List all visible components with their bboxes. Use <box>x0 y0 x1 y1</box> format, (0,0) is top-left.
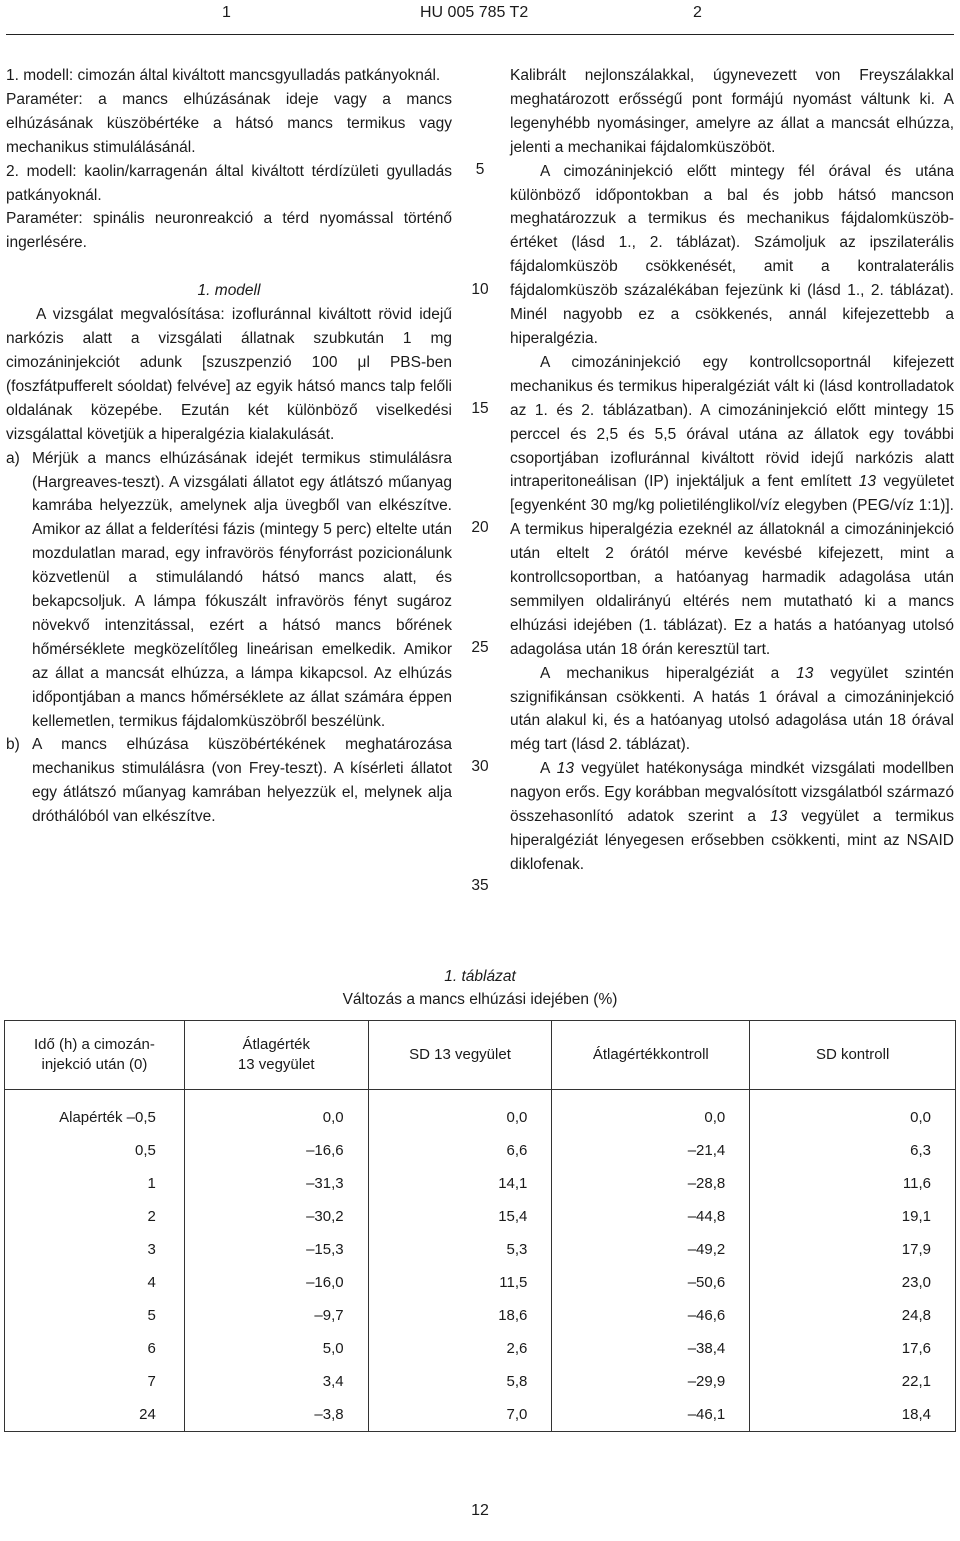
page-number: 12 <box>471 1502 489 1519</box>
table-cell: –29,9 <box>552 1365 750 1398</box>
header-left-page-number: 1 <box>222 4 231 21</box>
header-line: 13 vegyület <box>237 1056 315 1073</box>
text-run: A <box>540 760 557 778</box>
table-cell: –15,3 <box>184 1233 368 1266</box>
table-cell: –28,8 <box>552 1167 750 1200</box>
column-header-mean-control: Átlagértékkontroll <box>552 1021 750 1090</box>
table-row <box>5 1266 956 1299</box>
model-1-description: 1. modell: cimozán által kiváltott mancsgyulladás patkányoknál. <box>6 67 441 84</box>
column-header-time <box>5 1021 185 1090</box>
text-run: vegyület hatékonysága mindkét vizsgálati modellben nagyon erős. Egy korábban megvalósított vizsgálatból származó összehasonlító adatok szerint a <box>510 760 954 826</box>
table-cell: 11,6 <box>750 1167 956 1200</box>
table-cell: –21,4 <box>552 1134 750 1167</box>
text-run: A mechanikus hiperalgéziát a <box>540 664 797 682</box>
table-cell: 18,4 <box>750 1398 956 1432</box>
table-title: Változás a mancs elhúzási idejében (%) <box>342 991 618 1008</box>
thermal-results-paragraph <box>510 351 954 662</box>
table-cell: 2,6 <box>368 1332 552 1365</box>
model-2-description: 2. modell: kaolin/karragenán által kiváltott térdízületi gyulladás patkányoknál. <box>6 162 452 204</box>
table-header-row <box>5 1021 956 1090</box>
table-row <box>5 1167 956 1200</box>
header-line: Átlagérték <box>242 1036 311 1053</box>
model-2-parameter: Paraméter: spinális neuronreakció a térd nyomással történő ingerlésére. <box>6 210 452 252</box>
line-number: 20 <box>471 519 489 536</box>
table-cell: 14,1 <box>368 1167 552 1200</box>
table-cell: –16,0 <box>184 1266 368 1299</box>
von-frey-paragraph: Kalibrált nejlonszálakkal, úgynevezett von Freyszálakkal meghatározott erősségű pont formájú nyomást váltunk ki. A legenyhébb nyomásinger, amelyre az állat a mancsát elhúzza, jelenti a mechanikai fájdalomküszöböt. <box>510 67 954 156</box>
table-cell: 24,8 <box>750 1299 956 1332</box>
header-line: injekció után (0) <box>41 1056 148 1073</box>
table-cell: 6,6 <box>368 1134 552 1167</box>
text-run: vegyületet [egyenként 30 mg/kg polietilénglikol/víz elegyben (PEG/víz 1:1)]. A termikus hiperalgézia ezeknél az állatoknál a cimozáninjekció után eltelt 2 órától mérve kevésbé kifejezett, mint a kontrollcsoportban, a hatóanyag harmadik adagolása után semmilyen oldalirányú eltérés nem mutatható ki a mancs elhúzási idejében (1. táblázat). Ez a hatás a hatóanyag utolsó adagolása után 18 órán keresztül tart. <box>510 473 955 658</box>
left-column <box>6 64 452 829</box>
model-1-parameter: Paraméter: a mancs elhúzásának ideje vagy a mancs elhúzásának küszöbértéke a hátsó mancs termikus vagy mechanikus stimulálásánál. <box>6 90 452 156</box>
table-cell: 19,1 <box>750 1200 956 1233</box>
list-body-a: Mérjük a mancs elhúzásának idejét termikus stimulálásra (Hargreaves-teszt). A vizsgálati állatot egy átlátszó műanyag kamrába helyezzük, amelynek alja üvegből van elkészítve. Amikor az állat a felderítési fázis (mintegy 5 perc) eltelte után mozdulatlan marad, egy infravörös fényforrást pozicionálunk közvetlenül a stimulálandó hátsó mancs alatt, és bekapcsoljuk. A lámpa fókuszált infravörös fényt sugároz növekvő intenzitással, ezért a hátsó mancs bőrének hőmérséklete megközelítőleg lineárisan emelkedik. Amikor az állat a mancsát elhúzza, a lámpa kikapcsol. Az elhúzás időpontjában a mancs hőmérséklete az állat számára éppen kellemetlen, termikus fájdalomküszöbről beszélünk. <box>32 449 452 730</box>
table-row <box>5 1299 956 1332</box>
column-header-mean-compound <box>184 1021 368 1090</box>
table-cell: 5,8 <box>368 1365 552 1398</box>
line-number: 5 <box>475 161 485 178</box>
table-cell: 0,0 <box>368 1090 552 1135</box>
table-cell: –30,2 <box>184 1200 368 1233</box>
table-cell: 0,0 <box>750 1090 956 1135</box>
table-cell: 11,5 <box>368 1266 552 1299</box>
table-cell: 17,6 <box>750 1332 956 1365</box>
table-cell: Alapérték –0,5 <box>5 1090 185 1135</box>
table-caption <box>0 965 960 1011</box>
table-cell: 6 <box>5 1332 185 1365</box>
list-item-b <box>6 733 452 829</box>
line-number: 15 <box>471 400 489 417</box>
table-cell: 5 <box>5 1299 185 1332</box>
table-cell: 0,0 <box>552 1090 750 1135</box>
text-run: vegyület szintén szignifikánsan csökkenti. A hatás 1 órával a cimozáninjekció után alakul ki, és a hatóanyag utolsó adagolása után 18 órával még tart (lásd 2. táblázat). <box>510 664 954 754</box>
efficacy-paragraph <box>510 757 954 877</box>
table-row <box>5 1200 956 1233</box>
table-cell: 22,1 <box>750 1365 956 1398</box>
line-number: 10 <box>471 281 489 298</box>
table-cell: 4 <box>5 1266 185 1299</box>
table-cell: 5,0 <box>184 1332 368 1365</box>
table-cell: –9,7 <box>184 1299 368 1332</box>
table-row <box>5 1090 956 1135</box>
list-label-b: b) <box>6 736 20 754</box>
column-header-sd-control: SD kontroll <box>750 1021 956 1090</box>
table-cell: –16,6 <box>184 1134 368 1167</box>
table-cell: 1 <box>5 1167 185 1200</box>
table-cell: –46,1 <box>552 1398 750 1432</box>
table-cell: –3,8 <box>184 1398 368 1432</box>
experiment-setup-paragraph: A vizsgálat megvalósítása: izofluránnal kiváltott rövid idejű narkózis alatt a vizsgálati állatnak szubkután 1 mg cimozáninjekciót adunk [szuszpenzió 100 μl PBS-ben (foszfátpufferelt sóoldat) felvéve] az egyik hátsó mancs talp felőli oldalának közepébe. Ezután két különböző viselkedési vizsgálattal követjük a hiperalgézia kialakulását. <box>6 306 452 443</box>
header-document-id: HU 005 785 T2 <box>420 4 529 21</box>
table-cell: 7,0 <box>368 1398 552 1432</box>
table-cell: 15,4 <box>368 1200 552 1233</box>
line-number: 35 <box>471 877 489 894</box>
column-header-sd-compound: SD 13 vegyület <box>368 1021 552 1090</box>
table-row <box>5 1398 956 1432</box>
table-cell: 7 <box>5 1365 185 1398</box>
header-divider <box>6 34 954 35</box>
results-table <box>4 1020 956 1432</box>
table-cell: 6,3 <box>750 1134 956 1167</box>
table-cell: 3 <box>5 1233 185 1266</box>
table-cell: 23,0 <box>750 1266 956 1299</box>
compound-number: 13 <box>770 808 788 826</box>
table-cell: –38,4 <box>552 1332 750 1365</box>
compound-number: 13 <box>556 760 574 778</box>
table-cell: 17,9 <box>750 1233 956 1266</box>
table-cell: 3,4 <box>184 1365 368 1398</box>
text-run: vegyület a termikus hiperalgéziát lényegesen erősebben csökkenti, mint az NSAID diklofenak. <box>510 808 955 873</box>
table-row <box>5 1134 956 1167</box>
table-row <box>5 1332 956 1365</box>
mechanical-results-paragraph <box>510 662 954 758</box>
table-cell: 0,0 <box>184 1090 368 1135</box>
table-cell: –46,6 <box>552 1299 750 1332</box>
line-number: 30 <box>471 758 489 775</box>
compound-number: 13 <box>858 473 877 491</box>
header-right-page-number: 2 <box>693 4 702 21</box>
table-cell: –44,8 <box>552 1200 750 1233</box>
list-label-a: a) <box>6 449 20 467</box>
table-cell: 5,3 <box>368 1233 552 1266</box>
table-number: 1. táblázat <box>444 968 516 985</box>
table-cell: 18,6 <box>368 1299 552 1332</box>
table-cell: 0,5 <box>5 1134 185 1167</box>
table-row <box>5 1233 956 1266</box>
table-cell: –31,3 <box>184 1167 368 1200</box>
header-line: Idő (h) a cimozán- <box>33 1036 155 1053</box>
measurement-paragraph: A cimozáninjekció előtt mintegy fél órával és utána különböző időpontokban a bal és jobb hátsó mancson meghatározzuk a termikus és mechanikus fájdalomküszöb-értéket (lásd 1., 2. táblázat). Számoljuk az ipszilaterális fájdalomküszöb csökkenését, amit a kontralaterális fájdalomküszöb százalékában fejezünk ki (lásd 1., 2. táblázat). Minél nagyobb ez a csökkenés, annál kifejezettebb a hiperalgézia. <box>510 162 954 347</box>
text-run: A cimozáninjekció egy kontrollcsoportnál kifejezett mechanikus és termikus hiperalgéziát vált ki (lásd kontrolladatok az 1. és 2. táblázatban). A cimozáninjekció előtt mintegy 15 perccel és 2,5 és 5,5 órával utána az állatok egy további csoportjában izofluránnal kiváltott rövid idejű narkózis alatt intraperitoneálisan (IP) injektáljuk a fent említett <box>510 353 954 491</box>
list-body-b: A mancs elhúzása küszöbértékének meghatározása mechanikus stimulálásra (von Frey-teszt). A kísérleti állatot egy átlátszó műanyag kamrában helyezzük el, melynek alja dróthálóból van elkészítve. <box>32 736 452 826</box>
page-header <box>0 0 960 30</box>
right-column <box>510 64 954 877</box>
table-row <box>5 1365 956 1398</box>
table-cell: 24 <box>5 1398 185 1432</box>
line-number: 25 <box>471 639 489 656</box>
list-item-a <box>6 447 452 734</box>
table-cell: –49,2 <box>552 1233 750 1266</box>
table-cell: –50,6 <box>552 1266 750 1299</box>
section-heading-model-1: 1. modell <box>197 282 261 300</box>
table-cell: 2 <box>5 1200 185 1233</box>
compound-number: 13 <box>796 664 814 682</box>
